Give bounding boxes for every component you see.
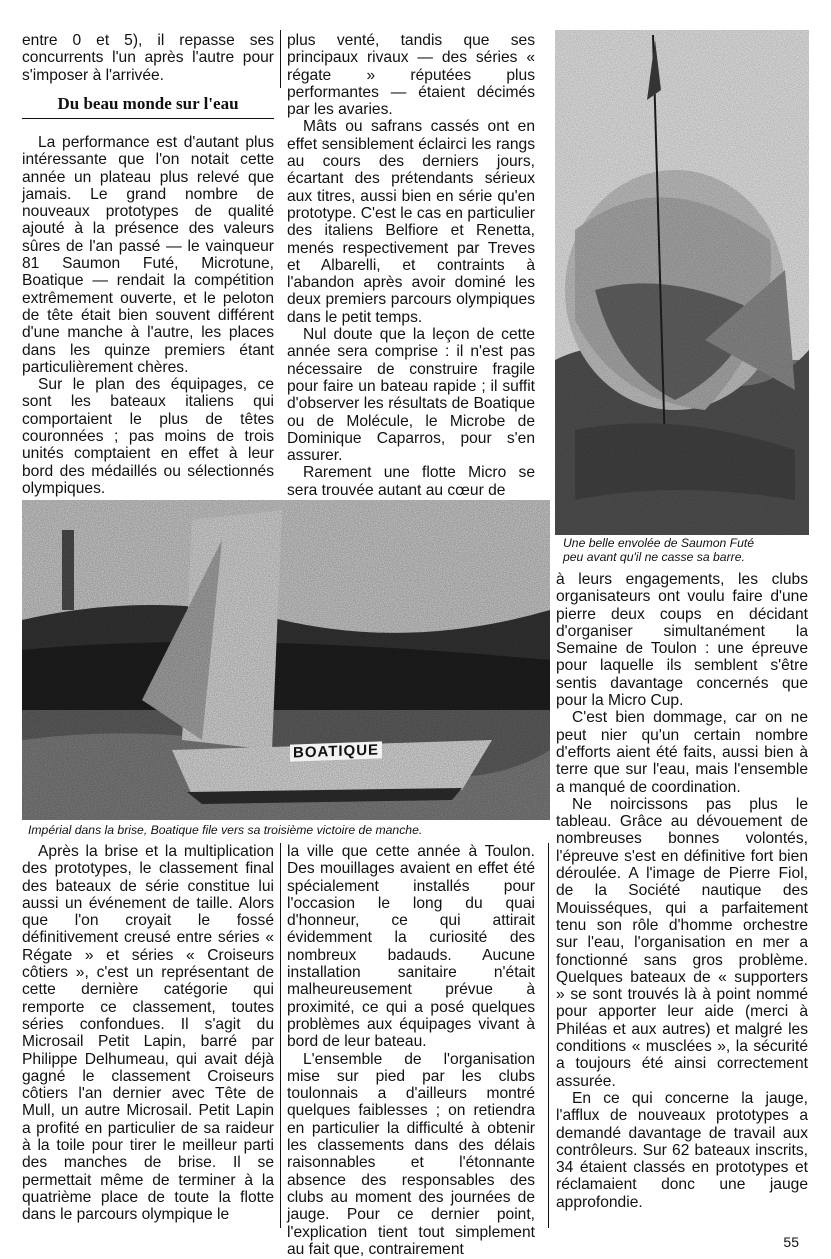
bottom-col1-text bbox=[22, 843, 274, 1224]
boatique-photo-caption: Impérial dans la brise, Boatique file vers sa troisième victoire de manche. bbox=[28, 823, 423, 837]
caption-line: Une belle envolée de Saumon Futé bbox=[563, 536, 755, 550]
paragraph: Nul doute que la leçon de cette année sera comprise : il n'est pas nécessaire de construire fragile pour faire un bateau rapide ; il suffit d'observer les résultats de Boatique ou de Molécule, le Microbe de Dominique Caparros, pour s'en assurer. bbox=[287, 326, 535, 465]
paragraph: Ne noircissons pas plus le tableau. Grâce au dévouement de nombreuses bonnes volontés, l'épreuve s'est en définitive fort bien déroulée. A l'image de Pierre Fiol, de la Société nautique des Mouisséques, qui a parfaitement tenu son rôle d'homme orchestre sur l'eau, l'organisation en mer a fonctionné sans gros problème. Quelques bateaux de « supporters » se sont trouvés là à point nommé pour apporter leur aide (merci à Philéas et aux autres) et malgré les conditions « musclées », la sécurité a toujours été ainsi correctement assurée. bbox=[556, 795, 808, 1090]
col1-text bbox=[22, 134, 274, 497]
spinnaker-photo-caption bbox=[563, 536, 811, 564]
spinnaker-photo bbox=[555, 30, 809, 535]
page-number: 55 bbox=[783, 1234, 799, 1250]
paragraph: Mâts ou safrans cassés ont en effet sensiblement éclairci les rangs au cours des derniers jours, écartant des prétendants sérieux aux titres, aussi bien en série qu'en prototype. C'est le cas en particulier des italiens Belfiore et Renetta, menés respectivement par Treves et Albarelli, et contraints à l'abandon après avoir dominé les deux premiers parcours olympiques dans le petit temps. bbox=[287, 118, 535, 326]
paragraph: Sur le plan des équipages, ce sont les bateaux italiens qui comportaient le plus de têtes couronnées ; pas moins de trois unités comptaient en effet à leur bord des médaillés ou sélectionnés olympiques. bbox=[22, 376, 274, 497]
boatique-photo-image bbox=[22, 500, 550, 820]
paragraph: la ville que cette année à Toulon. Des mouillages avaient en effet été spécialement installés pour l'occasion le long du quai d'honneur, ce qui attirait évidemment la curiosité des nombreux badauds. Aucune installation sanitaire n'était malheureusement prévue à proximité, ce qui a posé quelques problèmes aux équipages vivant à bord de leur bateau. bbox=[287, 843, 535, 1051]
column-divider bbox=[280, 30, 281, 88]
paragraph: Après la brise et la multiplication des prototypes, le classement final des bateaux de série constitue lui aussi un événement de taille. Alors que l'on croyait le fossé définitivement creusé entre séries « Régate » et séries « Croiseurs côtiers », c'est un représentant de cette dernière catégorie qui remporte ce classement, toutes séries confondues. Il s'agit du Microsail Petit Lapin, barré par Philippe Delhumeau, qui avait déjà gagné le classement Croiseurs côtiers l'an dernier avec Tête de Mull, un autre Microsail. Petit Lapin a profité en particulier de sa raideur à la toile pour tirer le meilleur parti des manches de brise. Il se permettait même de terminer à la quatrième place de toute la flotte dans le parcours olympique le bbox=[22, 843, 274, 1224]
boatique-photo bbox=[22, 500, 550, 820]
paragraph: C'est bien dommage, car on ne peut nier qu'un certain nombre d'efforts aient été faits, aussi bien à terre que sur l'eau, mais l'ensemble a manqué de coordination. bbox=[556, 709, 808, 796]
paragraph: Rarement une flotte Micro se sera trouvée autant au cœur de bbox=[287, 464, 535, 499]
boat-name-label: BOATIQUE bbox=[290, 741, 382, 761]
column-divider bbox=[548, 843, 549, 1228]
section-heading: Du beau monde sur l'eau bbox=[22, 94, 274, 119]
col2-text bbox=[287, 32, 535, 499]
paragraph: plus venté, tandis que ses principaux rivaux — des séries « régate » réputées plus performantes — étaient décimés par les avaries. bbox=[287, 32, 535, 119]
paragraph: En ce qui concerne la jauge, l'afflux de nouveaux prototypes a demandé davantage de travail aux contrôleurs. Sur 62 bateaux inscrits, 34 étaient classés en prototypes et réclamaient donc une jauge approfondie. bbox=[556, 1089, 808, 1211]
spinnaker-photo-image bbox=[555, 30, 809, 535]
col1-top-text bbox=[22, 32, 274, 84]
caption-line: peu avant qu'il ne casse sa barre. bbox=[563, 550, 745, 564]
paragraph: à leurs engagements, les clubs organisateurs ont voulu faire d'une pierre deux coups en décidant d'organiser simultanément la Semaine de Toulon : une épreuve pour laquelle ils semblent s'être sentis davantage concernés que pour la Micro Cup. bbox=[556, 571, 808, 710]
paragraph: entre 0 et 5), il repasse ses concurrents l'un après l'autre pour s'imposer à l'arrivée. bbox=[22, 32, 274, 84]
column-divider bbox=[280, 843, 281, 1228]
col3-text bbox=[556, 571, 808, 1211]
paragraph: La performance est d'autant plus intéressante que l'on notait cette année un plateau plus relevé que jamais. Le grand nombre de nouveaux prototypes de qualité ajouté à la présence des valeurs sûres de l'an passé — le vainqueur 81 Saumon Futé, Microtune, Boatique — rendait la compétition extrêmement ouverte, et le peloton de tête était bien souvent différent d'une manche à l'autre, les places dans les quinze premiers étant particulièrement chères. bbox=[22, 134, 274, 376]
bottom-col2-text bbox=[287, 843, 535, 1258]
paragraph: L'ensemble de l'organisation mise sur pied par les clubs toulonnais a d'ailleurs montré quelques faiblesses ; on retiendra en particulier la difficulté à obtenir les classements dans des délais raisonnables et l'étonnante absence des responsables des clubs au moment des journées de jauge. Pour ce dernier point, l'explication tient tout simplement au fait que, contrairement bbox=[287, 1050, 535, 1258]
